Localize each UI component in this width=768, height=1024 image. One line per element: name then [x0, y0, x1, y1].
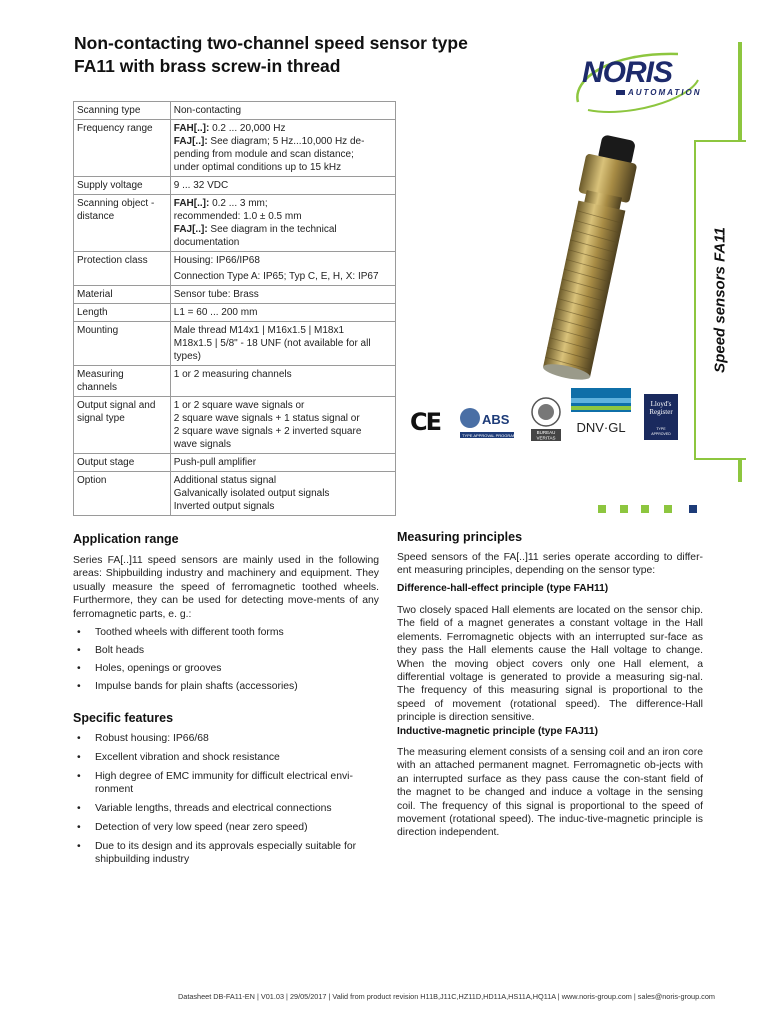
decor-square: [689, 505, 697, 513]
table-row: [74, 397, 396, 454]
spec-key: Frequency range: [74, 120, 171, 177]
list-item: • Impulse bands for plain shafts (accessories): [73, 680, 379, 693]
lloyds-label-1: Lloyd's: [650, 400, 672, 408]
table-row: [74, 472, 396, 516]
principle-2-heading: Inductive-magnetic principle (type FAJ11): [397, 726, 598, 737]
list-item: • Holes, openings or grooves: [73, 662, 379, 675]
lloyds-label-3: TYPE: [656, 427, 666, 431]
decor-square: [620, 505, 628, 513]
spec-value: 9 ... 32 VDC: [170, 177, 395, 195]
spec-key: Protection class: [74, 252, 171, 286]
bv-label-1: BUREAU: [536, 430, 556, 435]
principles-heading: Measuring principles: [397, 530, 523, 544]
logo-subtitle: AUTOMATION: [616, 88, 701, 97]
spec-key: Option: [74, 472, 171, 516]
document-title: [74, 32, 544, 78]
spec-value: 1 or 2 measuring channels: [170, 366, 395, 397]
list-item: • High degree of EMC immunity for difficult electrical envi-ronment: [73, 770, 379, 797]
table-row: [74, 322, 396, 366]
spec-key: Scanning type: [74, 102, 171, 120]
abs-logo-icon: [458, 404, 516, 440]
decor-square: [664, 505, 672, 513]
dnv-gl-logo-icon: [571, 388, 631, 440]
features-heading: Specific features: [73, 711, 174, 725]
features-list: [73, 732, 379, 867]
page-footer: Datasheet DB-FA11-EN | V01.03 | 29/05/2017 | Valid from product revision H11B,J11C,HZ11D,HD11A,HS11A,HQ11A | www.noris-group.com | sales@noris-group.com: [178, 992, 715, 1001]
spec-key: Output stage: [74, 454, 171, 472]
list-item: • Due to its design and its approvals especially suitable for shipbuilding industry: [73, 840, 379, 867]
spec-value: Male thread M14x1 | M16x1.5 | M18x1 M18x1.5 | 5/8" - 18 UNF (not available for all types): [170, 322, 395, 366]
spec-value: Non-contacting: [170, 102, 395, 120]
list-item: • Robust housing: IP66/68: [73, 732, 379, 745]
noris-logo: [568, 40, 718, 120]
specification-table: [73, 101, 396, 516]
spec-key: Scanning object - distance: [74, 195, 171, 252]
decor-square: [641, 505, 649, 513]
spec-value: Push-pull amplifier: [170, 454, 395, 472]
table-row: [74, 195, 396, 252]
principle-2-paragraph: The measuring element consists of a sensing coil and an iron core with an attached permanent magnet. Ferromagnetic ob-jects with an interrupted surface as they pass cause the con-stant field of the magnet to be changed and induce a voltage in the sensing coil. The frequency of this signal is proportional to the speed of movement (rotational speed). The induc-tive-magnetic principle is direction independent.: [397, 747, 703, 839]
spec-value: FAH[..]: 0.2 ... 20,000 Hz FAJ[..]: See diagram; 5 Hz...10,000 Hz de- pending from module and scan distance; under optimal conditions up to 15 kHz: [170, 120, 395, 177]
title-line-1: Non-contacting two-channel speed sensor type: [74, 33, 468, 53]
spec-key: Length: [74, 304, 171, 322]
principle-1-heading: Difference-hall-effect principle (type FAH11): [397, 583, 609, 594]
spec-key: Output signal and signal type: [74, 397, 171, 454]
table-row: [74, 177, 396, 195]
logo-wordmark: NORIS: [582, 56, 673, 89]
spec-value: Additional status signal Galvanically isolated output signals Inverted output signals: [170, 472, 395, 516]
bureau-veritas-logo-icon: [528, 396, 564, 442]
spec-value: Sensor tube: Brass: [170, 286, 395, 304]
spec-key: Measuring channels: [74, 366, 171, 397]
spec-value: 1 or 2 square wave signals or 2 square wave signals + 1 status signal or 2 square wave signals + 2 inverted square wave signals: [170, 397, 395, 454]
table-row: [74, 366, 396, 397]
lloyds-register-logo-icon: [644, 394, 678, 440]
spec-key: Supply voltage: [74, 177, 171, 195]
table-row: [74, 102, 396, 120]
list-item: • Variable lengths, threads and electrical connections: [73, 802, 379, 815]
principles-intro: Speed sensors of the FA[..]11 series operate according to differ-ent measuring principles, depending on the sensor type:: [397, 552, 703, 577]
sensor-product-image: [470, 130, 650, 380]
table-row: [74, 120, 396, 177]
ce-mark-icon: CE: [410, 408, 441, 436]
lloyds-label-4: APPROVED: [651, 432, 671, 436]
application-list: [73, 626, 379, 693]
spec-key: Mounting: [74, 322, 171, 366]
table-row: [74, 286, 396, 304]
side-section-label: Speed sensors FA11: [711, 227, 729, 373]
bv-label-2: VERITAS: [536, 435, 556, 441]
abs-sub-label: TYPE APPROVAL PROGRAM: [462, 433, 516, 438]
spec-value: Housing: IP66/IP68 Connection Type A: IP65; Typ C, E, H, X: IP67: [170, 252, 395, 286]
table-row: [74, 252, 396, 286]
spec-key: Material: [74, 286, 171, 304]
principle-1-paragraph: Two closely spaced Hall elements are located on the sensor chip. The field of a magnet generates a constant voltage in the Hall elements. Ferromagnetic objects with an interrupted sur-face as they pass the Hall elements cause the Hall voltage to change. When the moving object covers only one Hall element, a differential voltage is generated to provide a measuring sig-nal. The frequency of this measuring signal is proportional to the speed of movement (rotational speed). The difference-Hall principle is direction sensitive.: [397, 605, 703, 724]
dnv-label: DNV·GL: [576, 420, 626, 435]
title-line-2: FA11 with brass screw-in thread: [74, 56, 341, 76]
list-item: • Toothed wheels with different tooth forms: [73, 626, 379, 639]
application-heading: Application range: [73, 532, 179, 546]
spec-value: FAH[..]: 0.2 ... 3 mm; recommended: 1.0 ± 0.5 mm FAJ[..]: See diagram in the technical documentation: [170, 195, 395, 252]
table-row: [74, 454, 396, 472]
abs-label: ABS: [482, 412, 510, 427]
lloyds-label-2: Register: [649, 408, 673, 416]
list-item: • Detection of very low speed (near zero speed): [73, 821, 379, 834]
decor-square: [598, 505, 606, 513]
list-item: • Bolt heads: [73, 644, 379, 657]
application-paragraph: Series FA[..]11 speed sensors are mainly used in the following areas: Shipbuilding industry and machinery and equipment. They usually measure the speed of ferromagnetic toothed wheels. Furthermore, they can be used for detecting move-ments of any ferromagnetic parts, e. g.:: [73, 555, 379, 620]
spec-value: L1 = 60 ... 200 mm: [170, 304, 395, 322]
list-item: • Excellent vibration and shock resistance: [73, 751, 379, 764]
table-row: [74, 304, 396, 322]
